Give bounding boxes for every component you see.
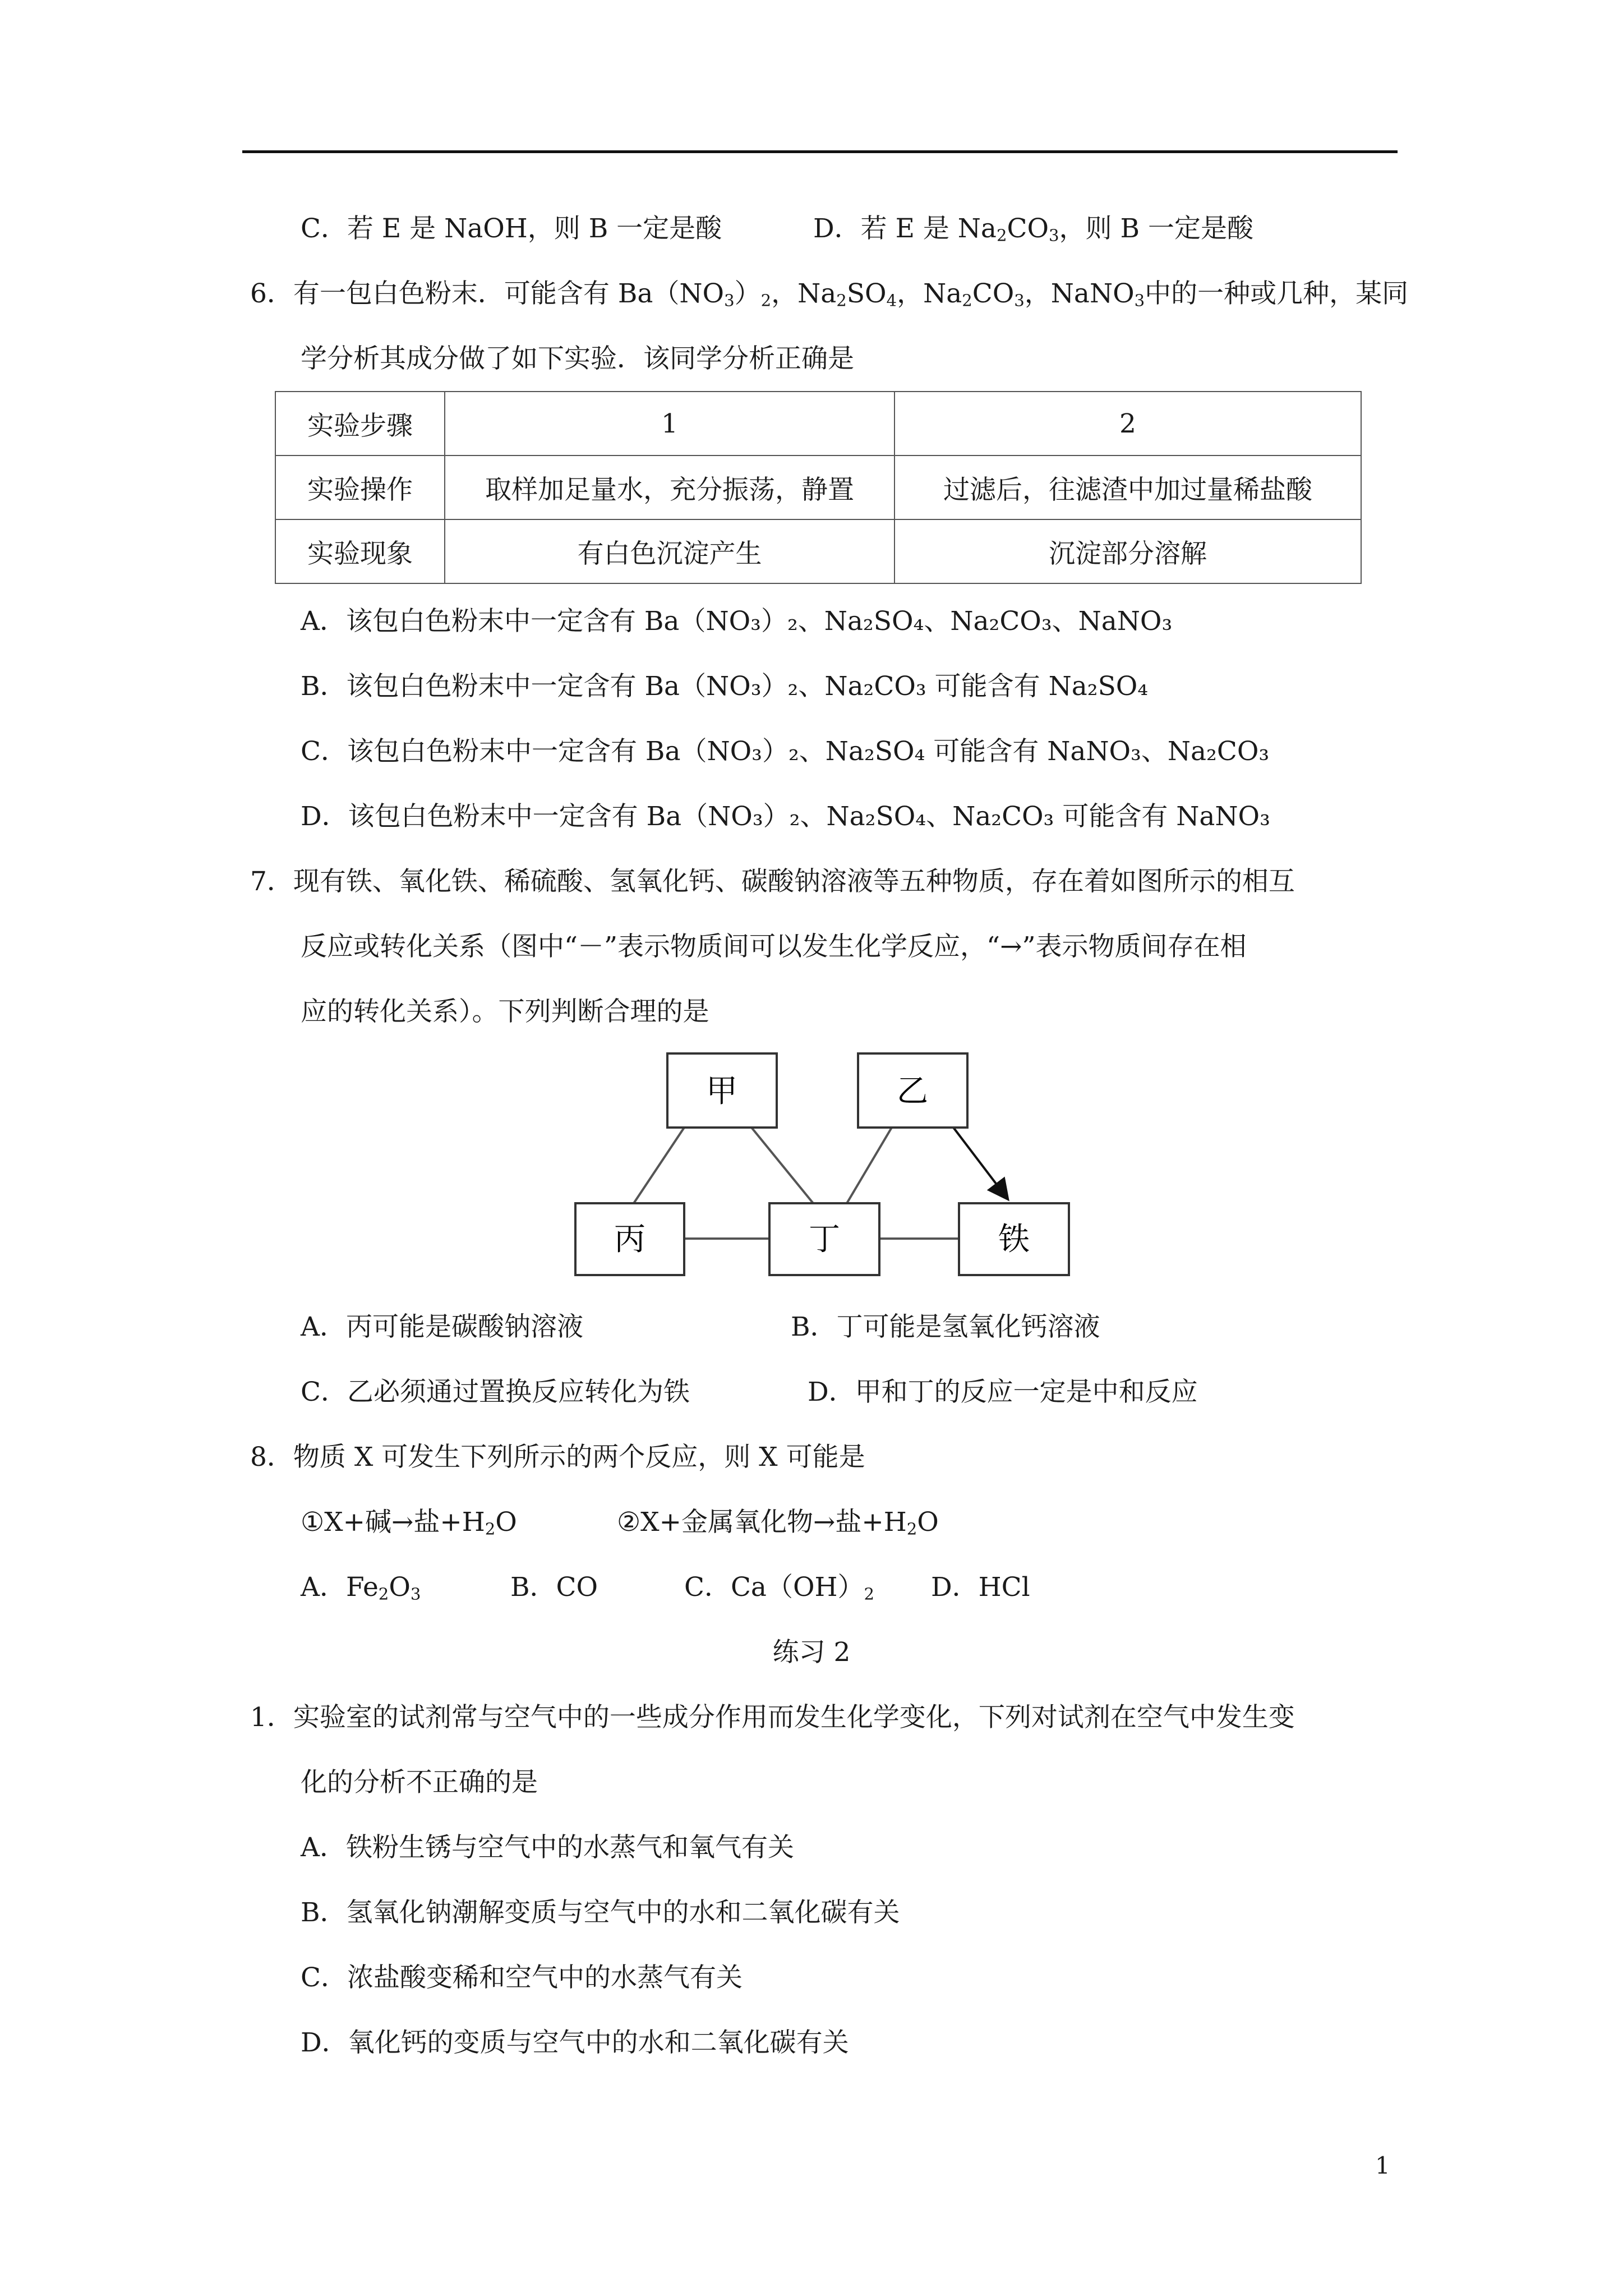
table-row xyxy=(275,455,1361,519)
q7-option-b: B．丁可能是氢氧化钙溶液 xyxy=(791,1312,1100,1342)
q7-option-a: A．丙可能是碳酸钠溶液 xyxy=(301,1312,583,1342)
q8-option-a: A．$Fe_2O_3$ xyxy=(301,1572,421,1604)
q5-option-d: D．若 E 是 $Na_2CO_3$，则 B 一定是酸 xyxy=(813,213,1253,245)
q8-reaction-2: ②X+金属氧化物→盐$+H_2O$ xyxy=(617,1507,939,1539)
q8-option-c: C．$Ca(OH)_2$ xyxy=(684,1572,874,1604)
p2q1-option-c: C．浓盐酸变稀和空气中的水蒸气有关 xyxy=(301,1962,743,1993)
arrow-yi-to-tie xyxy=(953,1128,1007,1198)
p2q1-option-a: A．铁粉生锈与空气中的水蒸气和氧气有关 xyxy=(301,1832,794,1863)
table-cell: 2 xyxy=(895,392,1361,455)
q8-reaction-1: ①X+碱→盐$+H_2O$ xyxy=(301,1507,517,1539)
table-row xyxy=(275,392,1361,455)
table-cell: 实验操作 xyxy=(275,455,445,519)
q6-option-a: A．该包白色粉末中一定含有 Ba（NO₃）₂、Na₂SO₄、Na₂CO₃、NaNO₃ xyxy=(301,606,1173,637)
node-tie-label: 铁 xyxy=(998,1221,1030,1258)
table-cell: 沉淀部分溶解 xyxy=(895,519,1361,583)
q7-option-c: C．乙必须通过置换反应转化为铁 xyxy=(301,1377,690,1407)
q7-stem-line2: 反应或转化关系（图中“－”表示物质间可以发生化学反应，“→”表示物质间存在相 xyxy=(301,931,1247,962)
table-cell: 有白色沉淀产生 xyxy=(445,519,895,583)
node-bing-label: 丙 xyxy=(614,1221,645,1258)
edge-jia-ding xyxy=(751,1128,813,1203)
q6-option-b: B．该包白色粉末中一定含有 Ba（NO₃）₂、Na₂CO₃ 可能含有 Na₂SO₄ xyxy=(301,671,1149,702)
table-cell: 1 xyxy=(445,392,895,455)
q8-option-b: B．CO xyxy=(510,1572,598,1603)
q6-stem-line2: 学分析其成分做了如下实验．该同学分析正确是 xyxy=(301,343,854,374)
q7-stem-line3: 应的转化关系）。下列判断合理的是 xyxy=(301,996,709,1027)
p2q1-stem-line2: 化的分析不正确的是 xyxy=(301,1767,538,1798)
edge-jia-bing xyxy=(634,1128,684,1203)
reaction-diagram xyxy=(572,1049,1077,1285)
q6-option-c: C．该包白色粉末中一定含有 Ba（NO₃）₂、Na₂SO₄ 可能含有 NaNO₃、Na₂CO₃ xyxy=(301,736,1270,767)
table-row xyxy=(275,519,1361,583)
q5-option-c: C．若 E 是 NaOH，则 B 一定是酸 xyxy=(301,213,722,244)
table-cell: 过滤后，往滤渣中加过量稀盐酸 xyxy=(895,455,1361,519)
q6-option-d: D．该包白色粉末中一定含有 Ba（NO₃）₂、Na₂SO₄、Na₂CO₃ 可能含有 NaNO₃ xyxy=(301,801,1270,832)
experiment-table xyxy=(275,391,1362,584)
q6-stem-line1: 6．有一包白色粉末．可能含有 $Ba(NO_3)_2$，$Na_2SO_4$，$Na_2CO_3$，NaNO$_3$中的一种或几种，某同 xyxy=(250,278,1409,310)
edge-yi-ding xyxy=(847,1128,892,1203)
q7-option-d: D．甲和丁的反应一定是中和反应 xyxy=(808,1377,1198,1407)
q7-stem-line1: 7．现有铁、氧化铁、稀硫酸、氢氧化钙、碳酸钠溶液等五种物质，存在着如图所示的相互 xyxy=(250,866,1295,897)
p2q1-option-b: B．氢氧化钠潮解变质与空气中的水和二氧化碳有关 xyxy=(301,1897,900,1928)
node-ding-label: 丁 xyxy=(809,1221,840,1258)
table-cell: 实验步骤 xyxy=(275,392,445,455)
q8-option-d: D．HCl xyxy=(931,1572,1030,1603)
node-jia-label: 甲 xyxy=(706,1073,737,1110)
section-title: 练习 2 xyxy=(772,1637,851,1668)
node-yi-label: 乙 xyxy=(897,1073,928,1110)
page-number: 1 xyxy=(1375,2152,1390,2179)
header-rule xyxy=(242,150,1398,153)
p2q1-option-d: D．氧化钙的变质与空气中的水和二氧化碳有关 xyxy=(301,2027,849,2058)
p2q1-stem-line1: 1．实验室的试剂常与空气中的一些成分作用而发生化学变化，下列对试剂在空气中发生变 xyxy=(250,1702,1295,1733)
table-cell: 取样加足量水，充分振荡，静置 xyxy=(445,455,895,519)
table-cell: 实验现象 xyxy=(275,519,445,583)
q8-stem: 8．物质 X 可发生下列所示的两个反应，则 X 可能是 xyxy=(250,1442,865,1473)
